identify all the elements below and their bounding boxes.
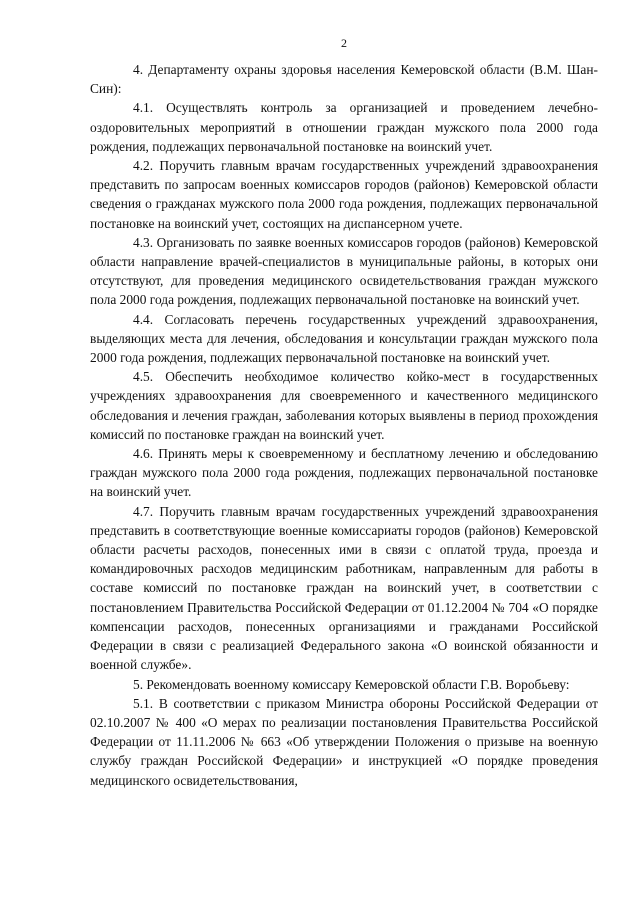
paragraph-4-3: 4.3. Организовать по заявке военных комиссаров городов (районов) Кемеровской области направление врачей-специалистов в муниципальные районы, в которых они отсутствуют, для проведения медицинского освидетельствования граждан мужского пола 2000 года рождения, подлежащих первоначальной постановке на воинский учет. (90, 234, 598, 308)
paragraph-4-1: 4.1. Осуществлять контроль за организацией и проведением лечебно-оздоровительных мероприятий в отношении граждан мужского пола 2000 года рождения, подлежащих первоначальной постановке на воинский учет. (90, 100, 598, 154)
paragraph-5: 5. Рекомендовать военному комиссару Кемеровской области Г.В. Воробьеву: (133, 676, 570, 692)
paragraph-4-7: 4.7. Поручить главным врачам государственных учреждений здравоохранения представить в соответствующие военные комиссариаты городов (районов) Кемеровской области расчеты расходов, понесенных ими в связи с оплатой труда, проезда и командировочных расходов медицинским работникам, направленным для работы в составе комиссий по постановке граждан на воинский учет, в соответствии с постановлением Правительства Российской Федерации от 01.12.2004 № 704 «О порядке компенсации расходов, понесенных организациями и гражданами Российской Федерации в связи с реализацией Федерального закона «О воинской обязанности и военной службе». (90, 503, 598, 673)
page-number: 2 (341, 36, 347, 50)
document-page (90, 35, 598, 790)
paragraph-4-6: 4.6. Принять меры к своевременному и бесплатному лечению и обследованию граждан мужского пола 2000 года рождения, подлежащих первоначальной постановке на воинский учет. (90, 446, 598, 500)
paragraph-4-2: 4.2. Поручить главным врачам государственных учреждений здравоохранения представить по запросам военных комиссаров городов (районов) Кемеровской области сведения о гражданах мужского пола 2000 года рождения, подлежащих первоначальной постановке на воинский учет, состоящих на диспансерном учете. (90, 158, 598, 231)
paragraph-4-4: 4.4. Согласовать перечень государственных учреждений здравоохранения, выделяющих места для лечения, обследования и консультации граждан мужского пола 2000 года рождения, подлежащих первоначальной постановке на воинский учет. (90, 311, 598, 366)
paragraph-5-1: 5.1. В соответствии с приказом Министра обороны Российской Федерации от 02.10.2007 № 400 «О мерах по реализации постановления Правительства Российской Федерации от 11.11.2006 № 663 «Об утверждении Положения о призыве на военную службу граждан Российской Федерации» и инструкцией «О порядке проведения медицинского освидетельствования, (90, 695, 598, 788)
paragraph-4: 4. Департаменту охраны здоровья населения Кемеровской области (В.М. Шан-Син): (90, 62, 598, 97)
paragraph-4-5: 4.5. Обеспечить необходимое количество койко-мест в государственных учреждениях здравоохранения для своевременного и качественного медицинского обследования и лечения граждан, заболевания которых выявлены в период прохождения комиссий по постановке граждан на воинский учет. (90, 369, 598, 442)
